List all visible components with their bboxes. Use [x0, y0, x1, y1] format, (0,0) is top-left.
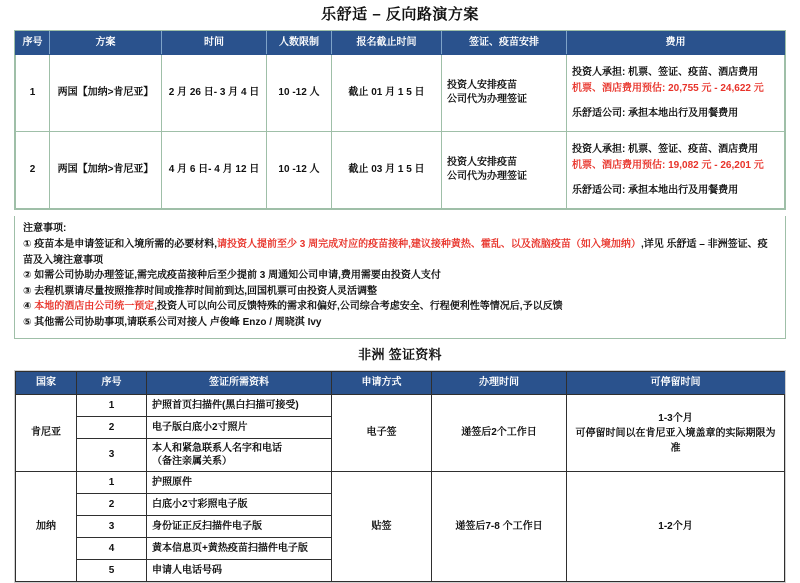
plan-row-2-fee-estimate: 机票、酒店费用预估: 19,082 元 - 26,201 元 [572, 159, 764, 171]
table-row [16, 55, 785, 132]
visa-ghana-doc-3-text: 身份证正反扫描件电子版 [147, 516, 332, 538]
visa-kenya-doc-2-text: 电子版白底小2寸照片 [147, 417, 332, 439]
plan-row-2-plan: 两国【加纳>肯尼亚】 [50, 132, 162, 209]
visa-kenya-doc-3-line-2: （备注亲属关系） [152, 456, 232, 467]
plan-row-2-fee-line-3: 乐舒适公司: 承担本地出行及用餐费用 [572, 184, 739, 196]
plan-row-1-plan: 两国【加纳>肯尼亚】 [50, 55, 162, 132]
plan-col-deadline: 报名截止时间 [332, 32, 442, 55]
list-item [23, 268, 777, 284]
page-title: 乐舒适 – 反向路演方案 [321, 6, 479, 23]
visa-ghana-doc-4-no: 4 [77, 538, 147, 560]
note-5-marker: ⑤ [23, 316, 32, 328]
note-1-pre: 疫苗本是申请签证和入境所需的必要材料, [31, 239, 218, 250]
plan-col-no: 序号 [16, 32, 50, 55]
list-item [23, 299, 777, 315]
plan-table-container [14, 30, 786, 210]
visa-ghana-doc-3-no: 3 [77, 516, 147, 538]
plan-row-1-fee-line-1: 投资人承担: 机票、签证、疫苗、酒店费用 [572, 66, 759, 78]
visa-kenya-doc-3-line-1: 本人和紧急联系人名字和电话 [152, 443, 282, 454]
visa-kenya-doc-1-no: 1 [77, 395, 147, 417]
visa-ghana-doc-4-text: 黄本信息页+黄热疫苗扫描件电子版 [147, 538, 332, 560]
visa-kenya-stay-note: 可停留时间以在肯尼亚入境盖章的实际期限为准 [575, 427, 776, 454]
visa-table-header-row [16, 372, 785, 395]
note-1-highlight: 请投资人提前至少 3 周完成对应的疫苗接种,建议接种黄热、霍乱、以及流脑疫苗（如入境加纳） [217, 239, 641, 250]
plan-row-1-visa-vaccine [442, 55, 567, 132]
note-2-marker: ② [23, 270, 32, 281]
note-4-post: ,投资人可以向公司反馈特殊的需求和偏好,公司综合考虑安全、行程便利性等情况后,予以反馈 [154, 301, 563, 312]
visa-kenya-country: 肯尼亚 [16, 395, 77, 472]
table-row [16, 395, 785, 417]
note-5-pre: 其他需公司协助事项,请联系公司对接人 卢俊峰 Enzo / 周晓淇 Ivy [31, 316, 322, 328]
visa-ghana-doc-1-text: 护照原件 [147, 472, 332, 494]
visa-ghana-doc-2-no: 2 [77, 494, 147, 516]
visa-col-stay: 可停留时间 [567, 372, 785, 395]
fee-spacer [572, 97, 779, 106]
plan-row-1-headcount: 10 -12 人 [267, 55, 332, 132]
plan-row-2-fee [567, 132, 785, 209]
visa-kenya-stay [567, 395, 785, 472]
section-title-visa: 非洲 签证资料 [358, 347, 442, 362]
plan-row-2-visa-line-2: 公司代为办理签证 [447, 171, 527, 182]
plan-row-2-deadline: 截止 03 月 1 5 日 [332, 132, 442, 209]
plan-col-plan: 方案 [50, 32, 162, 55]
visa-col-docs: 签证所需资料 [147, 372, 332, 395]
fee-spacer [572, 174, 779, 183]
list-item [23, 284, 777, 300]
visa-kenya-doc-3-no: 3 [77, 439, 147, 472]
note-1-post: ,详见 乐舒适 – 非洲签证、疫苗及入境注意事项 [23, 239, 768, 266]
visa-kenya-doc-3-text [147, 439, 332, 472]
note-3-pre: 去程机票请尽量按照推荐时间或推荐时间前到达,回国机票可由投资人灵活调整 [31, 285, 378, 297]
visa-kenya-doc-1-text: 护照首页扫描件(黑白扫描可接受) [147, 395, 332, 417]
note-4-marker: ④ [23, 301, 32, 312]
plan-col-headcount: 人数限制 [267, 32, 332, 55]
plan-row-2-visa-line-1: 投资人安排疫苗 [447, 157, 517, 168]
visa-table [15, 371, 785, 582]
notes-title: 注意事项: [23, 223, 67, 234]
visa-ghana-doc-2-text: 白底小2寸彩照电子版 [147, 494, 332, 516]
plan-row-1-fee-estimate: 机票、酒店费用预估: 20,755 元 - 24,622 元 [572, 82, 764, 94]
visa-col-processing: 办理时间 [432, 372, 567, 395]
visa-table-container [14, 370, 786, 583]
visa-kenya-stay-main: 1-3个月 [658, 412, 693, 424]
visa-ghana-doc-5-no: 5 [77, 560, 147, 582]
visa-ghana-method: 贴签 [332, 472, 432, 582]
note-3-marker: ③ [23, 285, 32, 297]
plan-row-2-fee-line-1: 投资人承担: 机票、签证、疫苗、酒店费用 [572, 143, 759, 155]
note-2-pre: 如需公司协助办理签证,需完成疫苗接种后至少提前 3 周通知公司申请,费用需要由投资人支付 [31, 270, 441, 281]
note-4-highlight: 本地的酒店由公司统一预定 [34, 301, 155, 312]
table-row [16, 132, 785, 209]
table-row [16, 472, 785, 494]
plan-row-1-visa-line-1: 投资人安排疫苗 [447, 80, 517, 91]
plan-col-fee: 费用 [567, 32, 785, 55]
visa-ghana-country: 加纳 [16, 472, 77, 582]
plan-row-1-no: 1 [16, 55, 50, 132]
visa-kenya-doc-2-no: 2 [77, 417, 147, 439]
plan-row-2-no: 2 [16, 132, 50, 209]
visa-ghana-processing: 递签后7-8 个工作日 [432, 472, 567, 582]
visa-col-country: 国家 [16, 372, 77, 395]
visa-kenya-method: 电子签 [332, 395, 432, 472]
visa-kenya-processing: 递签后2个工作日 [432, 395, 567, 472]
plan-row-1-visa-line-2: 公司代为办理签证 [447, 94, 527, 105]
visa-ghana-doc-1-no: 1 [77, 472, 147, 494]
list-item [23, 237, 777, 268]
plan-row-2-dates: 4 月 6 日- 4 月 12 日 [162, 132, 267, 209]
plan-row-2-visa-vaccine [442, 132, 567, 209]
plan-row-1-dates: 2 月 26 日- 3 月 4 日 [162, 55, 267, 132]
plan-row-2-headcount: 10 -12 人 [267, 132, 332, 209]
plan-col-visa-vaccine: 签证、疫苗安排 [442, 32, 567, 55]
plan-col-dates: 时间 [162, 32, 267, 55]
plan-row-1-deadline: 截止 01 月 1 5 日 [332, 55, 442, 132]
visa-ghana-doc-5-text: 申请人电话号码 [147, 560, 332, 582]
notes-section [14, 216, 786, 339]
plan-row-1-fee [567, 55, 785, 132]
plan-table-header-row [16, 32, 785, 55]
note-1-marker: ① [23, 239, 32, 250]
list-item [23, 315, 777, 331]
visa-ghana-stay: 1-2个月 [567, 472, 785, 582]
plan-table [15, 31, 785, 209]
visa-col-no: 序号 [77, 372, 147, 395]
plan-row-1-fee-line-3: 乐舒适公司: 承担本地出行及用餐费用 [572, 107, 739, 119]
visa-col-method: 申请方式 [332, 372, 432, 395]
